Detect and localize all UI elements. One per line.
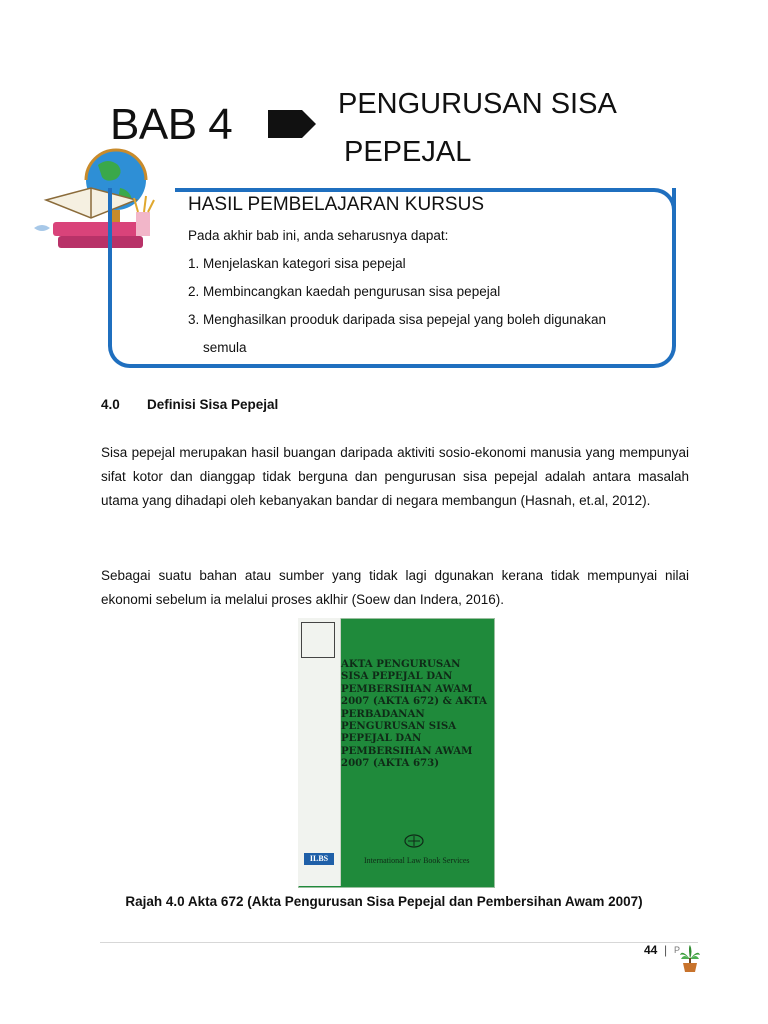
page-word: P — [674, 945, 681, 955]
learning-outcome-item: 1. Menjelaskan kategori sisa pepejal — [188, 256, 406, 271]
learning-outcome-item-continued: semula — [203, 340, 247, 355]
chapter-title-line2: PEPEJAL — [344, 136, 472, 168]
book-cover-ilbs-badge: ILBS — [304, 853, 334, 865]
page-separator: | — [664, 943, 668, 957]
learning-outcome-item: 3. Menghasilkan prooduk daripada sisa pepejal yang boleh digunakan — [188, 312, 607, 327]
book-cover-publisher: International Law Book Services — [364, 856, 470, 865]
book-cover-title: AKTA PENGURUSAN SISA PEPEJAL DAN PEMBERSIHAN AWAM 2007 (AKTA 672) & AKTA PERBADANAN PENGURUSAN SISA PEPEJAL DAN PEMBERSIHAN AWAM 2007 (AKTA 673) — [341, 658, 488, 770]
arrow-right-icon — [268, 110, 316, 138]
potted-plant-icon — [679, 943, 701, 973]
learning-outcomes-intro: Pada akhir bab ini, anda seharusnya dapat: — [188, 228, 449, 243]
chapter-label: BAB 4 — [110, 100, 233, 149]
publisher-logo-icon — [404, 834, 424, 848]
page-number: 44 — [644, 943, 658, 957]
figure-caption: Rajah 4.0 Akta 672 (Akta Pengurusan Sisa Pepejal dan Pembersihan Awam 2007) — [125, 894, 643, 909]
paragraph: Sisa pepejal merupakan hasil buangan daripada aktiviti sosio-ekonomi manusia yang mempunyai sifat kotor dan dianggap tidak berguna dan pengurusan sisa pepejal adalah antara masalah utama yang dihadapi oleh kebanyakan bandar di negara membangun (Hasnah, et.al, 2012). — [101, 445, 689, 508]
learning-outcome-item: 2. Membincangkan kaedah pengurusan sisa pepejal — [188, 284, 501, 299]
section-title: Definisi Sisa Pepejal — [147, 397, 279, 412]
chapter-title-line1: PENGURUSAN SISA — [338, 88, 617, 120]
learning-outcomes-heading: HASIL PEMBELAJARAN KURSUS — [188, 194, 484, 215]
paragraph: Sebagai suatu bahan atau sumber yang tidak lagi dgunakan kerana tidak mempunyai nilai ekonomi sebelum ia melalui proses aklhir (Soew dan Indera, 2016). — [101, 568, 689, 607]
book-cover-stamp — [301, 622, 335, 658]
book-cover-spine — [298, 618, 341, 886]
section-number: 4.0 — [101, 397, 120, 412]
footer-divider — [100, 942, 698, 943]
